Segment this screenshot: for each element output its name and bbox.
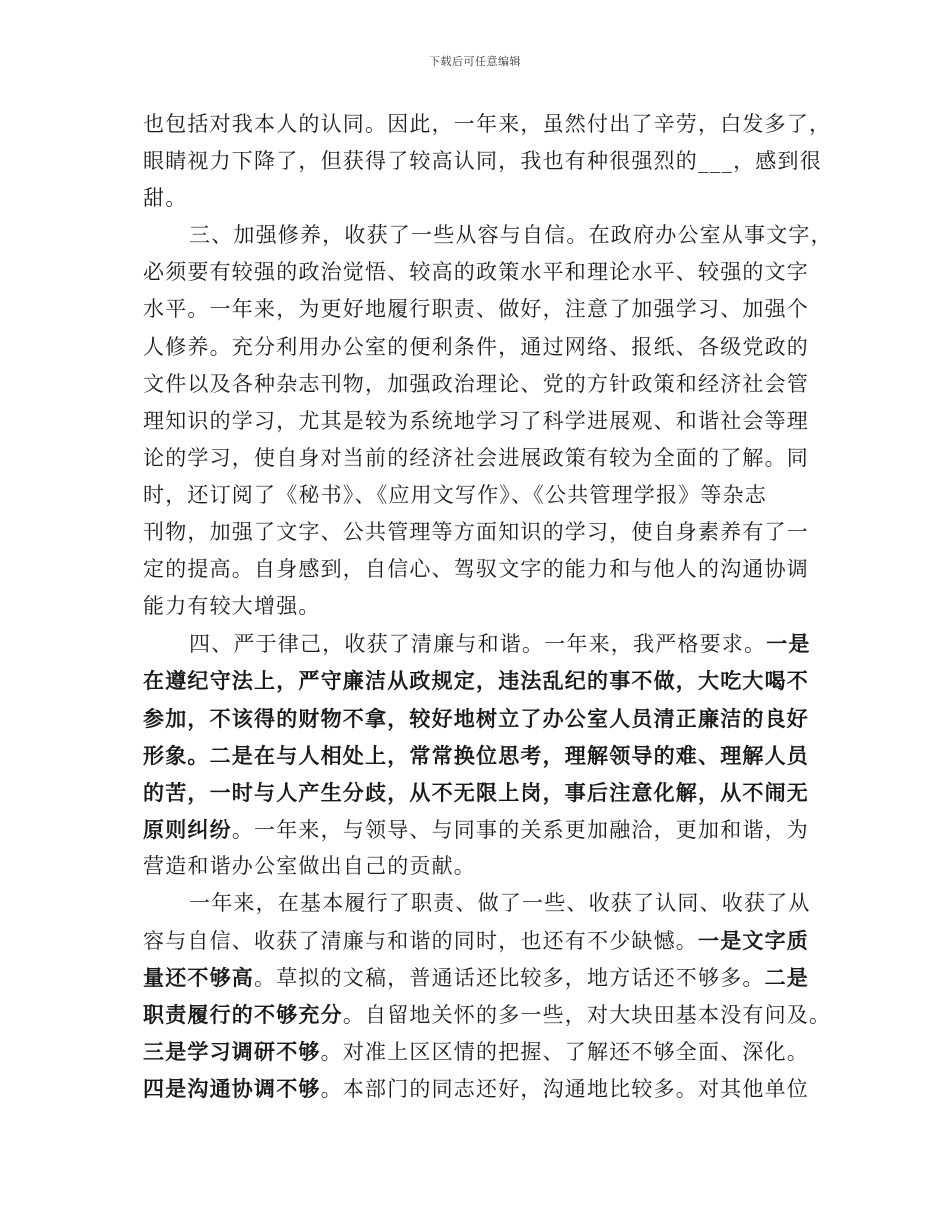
text-segment: 必须要有较强的政治觉悟、较高的政策水平和理论水平、较强的文字	[143, 260, 809, 285]
bold-text-segment: 参加，不该得的财物不拿，较好地树立了办公室人员清正廉洁的良好	[143, 705, 809, 731]
text-line	[143, 403, 813, 440]
text-segment: 水平。一年来，为更好地履行职责、做好，注意了加强学习、加强个	[143, 297, 809, 322]
text-line	[143, 106, 832, 143]
text-segment: 三、加强修养，收获了一些从容与自信。在政府办公室从事文字，	[189, 223, 833, 248]
bold-text-segment: 三是学习调研不够	[143, 1039, 321, 1065]
bold-text-segment: 的苦，一时与人产生分歧，从不无限上岗，事后注意化解，从不闹无	[143, 779, 809, 805]
text-line	[143, 217, 833, 254]
text-line	[143, 1033, 813, 1070]
text-line	[143, 329, 813, 366]
text-line	[143, 662, 813, 699]
text-line	[143, 885, 813, 922]
text-segment: 能力有较大增强。	[143, 594, 321, 619]
text-segment: 人修养。充分利用办公室的便利条件，通过网络、报纸、各级党政的	[143, 334, 809, 359]
page-header: 下载后可任意编辑	[429, 55, 521, 68]
text-segment: 也包括对我本人的认同。因此，一年来，虽然付出了辛劳，白发多了，	[143, 112, 832, 136]
text-line	[143, 625, 813, 662]
text-segment: 眼睛视力下降了，但获得了较高认同，我也有种很强烈的___，感到很	[143, 149, 822, 174]
text-segment: 。本部门的同志还好，沟通地比较多。对其他单位	[320, 1077, 810, 1102]
text-segment: 。草拟的文稿，普通话还比较多，地方话还不够多。	[254, 966, 765, 991]
text-segment: 。对准上区区情的把握、了解还不够全面、深化。	[320, 1040, 810, 1065]
document-body	[143, 106, 833, 1108]
text-segment: 四、严于律己，收获了清廉与和谐。一年来，我严格要求。	[189, 632, 767, 657]
bold-text-segment: 量还不够高	[143, 965, 254, 991]
text-line	[143, 366, 813, 403]
text-line	[143, 180, 813, 217]
bold-text-segment: 形象。二是在与人相处上，常常换位思考，理解领导的难、理解人员	[143, 742, 809, 768]
bold-text-segment: 二是	[764, 965, 810, 991]
text-segment: 。一年来，与领导、与同事的关系更加融洽，更加和谐，为	[231, 817, 810, 842]
text-line	[143, 848, 813, 885]
text-segment: 一年来，在基本履行了职责、做了一些、收获了认同、收获了从	[189, 890, 811, 915]
text-line	[143, 1070, 813, 1107]
text-line	[143, 551, 813, 588]
text-segment: 文件以及各种杂志刊物，加强政治理论、党的方针政策和经济社会管	[143, 371, 809, 396]
text-segment: 刊物，加强了文字、公共管理等方面知识的学习，使自身素养有了一	[143, 520, 809, 545]
bold-text-segment: 在遵纪守法上，严守廉洁从政规定，违法乱纪的事不做，大吃大喝不	[143, 668, 809, 694]
bold-text-segment: 四是沟通协调不够	[143, 1076, 321, 1102]
text-segment: 理知识的学习，尤其是较为系统地学习了科学进展观、和谐社会等理	[143, 408, 809, 433]
text-segment: 时，还订阅了《秘书》、《应用文写作》、《公共管理学报》等杂志	[143, 482, 767, 507]
text-segment: 甜。	[143, 186, 188, 211]
bold-text-segment: 职责履行的不够充分	[143, 1002, 343, 1028]
text-line	[143, 774, 813, 811]
bold-text-segment: 一是文字质	[698, 928, 809, 954]
text-segment: 。自留地关怀的多一些，对大块田基本没有问及。	[342, 1003, 832, 1028]
text-line	[143, 477, 813, 514]
text-line	[143, 700, 813, 737]
text-line	[143, 514, 813, 551]
text-segment: 容与自信、收获了清廉与和谐的同时，也还有不少缺憾。	[143, 929, 698, 954]
text-segment: 定的提高。自身感到，自信心、驾驭文字的能力和与他人的沟通协调	[143, 557, 809, 582]
bold-text-segment: 原则纠纷	[143, 816, 232, 842]
text-segment: 论的学习，使自身对当前的经济社会进展政策有较为全面的了解。同	[143, 445, 809, 470]
text-line	[143, 996, 832, 1033]
text-line	[143, 959, 813, 996]
text-line	[143, 922, 813, 959]
bold-text-segment: 一是	[766, 631, 811, 657]
text-line	[143, 291, 813, 328]
text-line	[143, 143, 822, 180]
text-line	[143, 737, 813, 774]
text-line	[143, 254, 813, 291]
text-line	[143, 588, 813, 625]
text-line	[143, 811, 813, 848]
text-line	[143, 440, 813, 477]
text-segment: 营造和谐办公室做出自己的贡献。	[143, 853, 476, 878]
